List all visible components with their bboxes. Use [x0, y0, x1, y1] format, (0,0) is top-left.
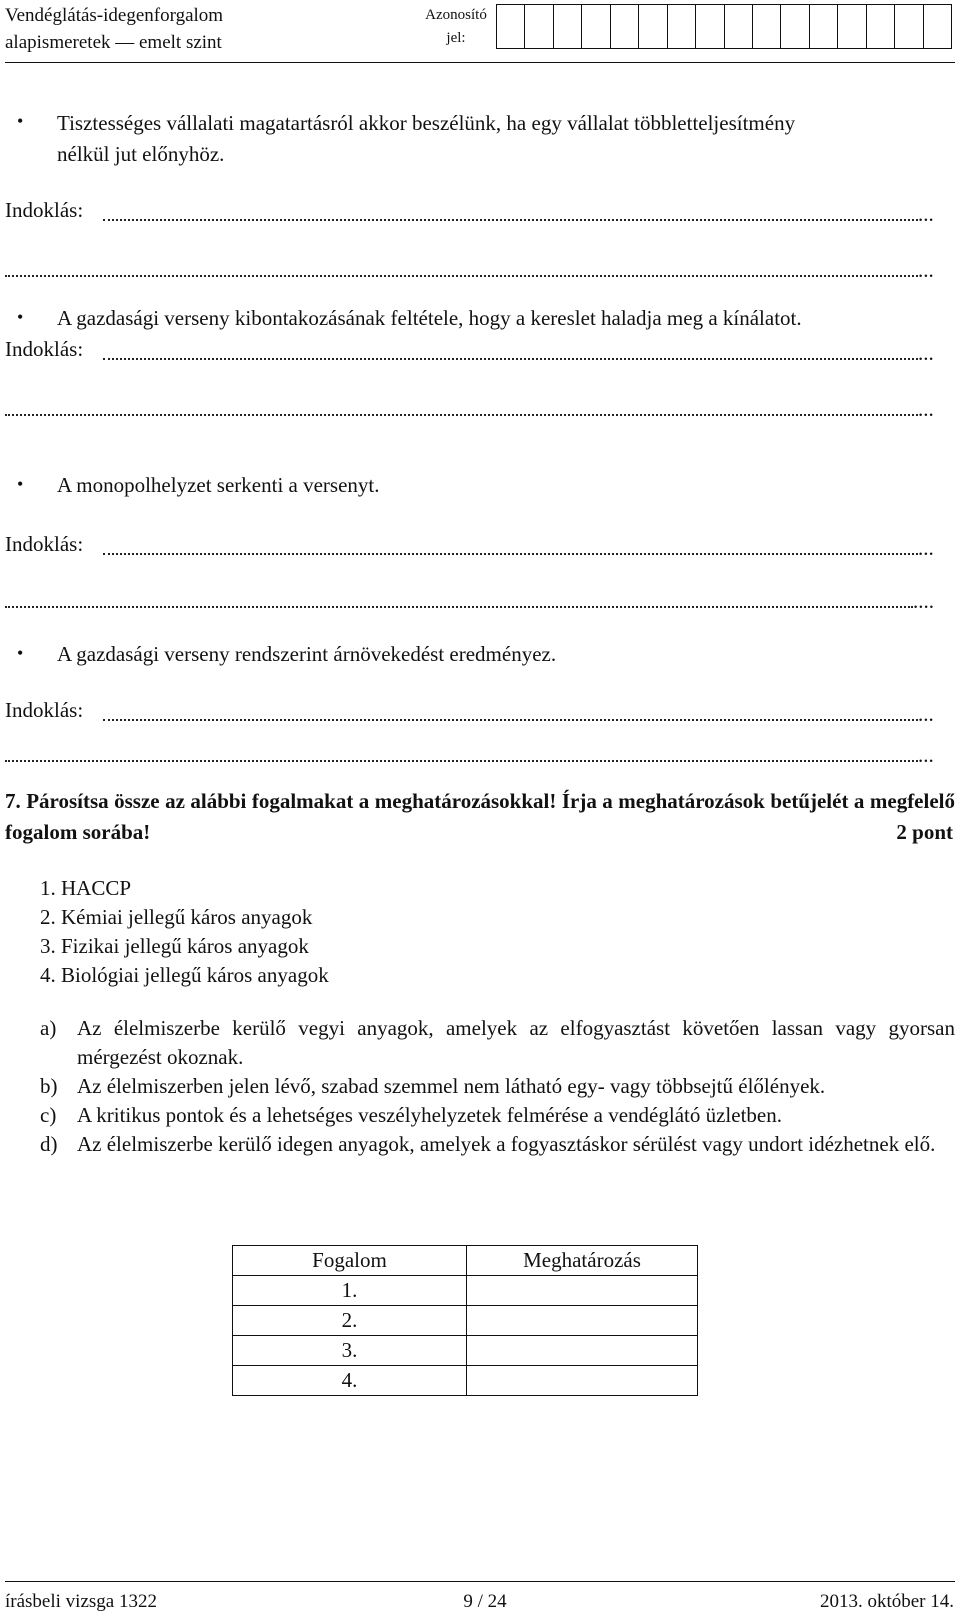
definitions-list: [40, 1014, 955, 1159]
answer-line[interactable]: [5, 760, 918, 762]
row-number: 3.: [233, 1336, 467, 1366]
answer-cell[interactable]: [467, 1306, 698, 1336]
id-box[interactable]: [525, 4, 553, 49]
row-number: 4.: [233, 1366, 467, 1396]
id-box[interactable]: [497, 4, 525, 49]
answer-line[interactable]: [103, 358, 918, 360]
statement-3: A monopolhelyzet serkenti a versenyt.: [57, 473, 380, 497]
answer-line-end: ...: [918, 341, 934, 365]
answer-line[interactable]: [5, 275, 918, 277]
answer-line-end: ...: [918, 397, 934, 421]
statement-4: A gazdasági verseny rendszerint árnövekedést eredményez.: [57, 642, 557, 666]
col-header-fogalom: Fogalom: [233, 1246, 467, 1276]
question-7: [5, 786, 955, 848]
definition-text: A kritikus pontok és a lehetséges veszélyhelyzetek felmérése a vendéglátó üzletben.: [77, 1103, 782, 1127]
answer-line[interactable]: [5, 414, 918, 416]
answer-line-end: ...: [918, 202, 934, 226]
id-box[interactable]: [924, 4, 952, 49]
subject-line-2: alapismeretek — emelt szint: [5, 32, 222, 53]
id-box[interactable]: [753, 4, 781, 49]
definition-item: [40, 1130, 955, 1159]
definition-letter: a): [40, 1016, 57, 1040]
term-item: 2. Kémiai jellegű káros anyagok: [40, 905, 313, 929]
answer-line[interactable]: [103, 553, 918, 555]
statement-2: A gazdasági verseny kibontakozásának feltétele, hogy a kereslet haladja meg a kínálatot.: [57, 306, 802, 330]
id-label-line-2: jel:: [446, 30, 466, 46]
table-row: [233, 1336, 698, 1366]
indoklas-label: Indoklás:: [5, 337, 84, 361]
footer-date: 2013. október 14.: [819, 1591, 954, 1612]
header-rule: [5, 62, 955, 63]
id-boxes: [496, 4, 952, 49]
footer-exam: írásbeli vizsga 1322: [5, 1591, 157, 1612]
bullet-icon: •: [17, 643, 24, 663]
footer-page-number: 9 / 24: [463, 1591, 507, 1612]
statement-1: Tisztességes vállalati magatartásról akkor beszélünk, ha egy vállalat többletteljesítmény nélkül jut előnyhöz.: [57, 111, 796, 166]
table-row: [233, 1366, 698, 1396]
id-box[interactable]: [639, 4, 667, 49]
bullet-icon: •: [17, 474, 24, 494]
answer-line-end: ...: [918, 258, 934, 282]
definition-letter: b): [40, 1074, 58, 1098]
id-box[interactable]: [582, 4, 610, 49]
id-box[interactable]: [725, 4, 753, 49]
definition-text: Az élelmiszerbe kerülő vegyi anyagok, amelyek az elfogyasztást követően lassan vagy gyorsan mérgezést okoznak.: [77, 1016, 955, 1069]
indoklas-label: Indoklás:: [5, 532, 84, 556]
answer-line-end: ...: [918, 536, 934, 560]
question-7-points: 2 pont: [896, 820, 953, 844]
definition-text: Az élelmiszerbe kerülő idegen anyagok, amelyek a fogyasztáskor sérülést vagy undort idézhetnek elő.: [77, 1132, 936, 1156]
table-header-row: [233, 1246, 698, 1276]
answer-cell[interactable]: [467, 1276, 698, 1306]
definition-item: [40, 1014, 955, 1072]
term-item: 1. HACCP: [40, 876, 132, 900]
id-box[interactable]: [668, 4, 696, 49]
answer-line[interactable]: [103, 219, 918, 221]
answer-cell[interactable]: [467, 1336, 698, 1366]
id-box[interactable]: [554, 4, 582, 49]
indoklas-label: Indoklás:: [5, 198, 84, 222]
id-box[interactable]: [810, 4, 838, 49]
definition-letter: c): [40, 1103, 57, 1127]
footer-rule: [5, 1581, 955, 1582]
id-label: [423, 4, 489, 50]
question-7-text: 7. Párosítsa össze az alábbi fogalmakat a meghatározásokkal! Írja a meghatározások betűjelét a megfelelő fogalom sorába!: [5, 789, 955, 844]
answer-line[interactable]: [103, 719, 918, 721]
answer-line-end: ....: [913, 589, 934, 613]
id-box[interactable]: [838, 4, 866, 49]
table-row: [233, 1276, 698, 1306]
term-item: 4. Biológiai jellegű káros anyagok: [40, 963, 329, 987]
answer-line-end: ...: [918, 743, 934, 767]
row-number: 2.: [233, 1306, 467, 1336]
id-box[interactable]: [696, 4, 724, 49]
subject-line-1: Vendéglátás-idegenforgalom: [5, 5, 224, 26]
definition-item: [40, 1072, 955, 1101]
answer-line-end: ...: [918, 702, 934, 726]
table-row: [233, 1306, 698, 1336]
col-header-meghatarozas: Meghatározás: [467, 1246, 698, 1276]
bullet-icon: •: [17, 307, 24, 327]
indoklas-label: Indoklás:: [5, 698, 84, 722]
term-item: 3. Fizikai jellegű káros anyagok: [40, 934, 309, 958]
id-box[interactable]: [781, 4, 809, 49]
subject-title: [5, 2, 223, 56]
matching-table: [232, 1245, 698, 1396]
id-box[interactable]: [867, 4, 895, 49]
terms-list: [40, 874, 329, 990]
bullet-icon: •: [17, 111, 24, 131]
definition-letter: d): [40, 1132, 58, 1156]
answer-line[interactable]: [5, 606, 913, 608]
id-label-line-1: Azonosító: [425, 7, 487, 23]
row-number: 1.: [233, 1276, 467, 1306]
answer-cell[interactable]: [467, 1366, 698, 1396]
definition-text: Az élelmiszerben jelen lévő, szabad szemmel nem látható egy- vagy többsejtű élőlények.: [77, 1074, 826, 1098]
definition-item: [40, 1101, 955, 1130]
id-box[interactable]: [895, 4, 923, 49]
id-box[interactable]: [611, 4, 639, 49]
